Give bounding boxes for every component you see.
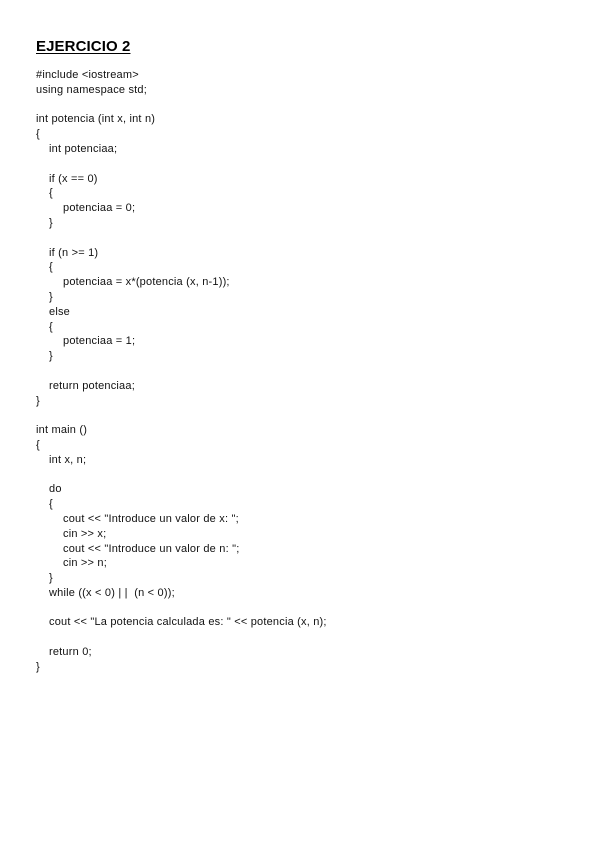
code-line: { [36,128,40,141]
code-line: return 0; [49,646,92,659]
code-line: } [49,350,53,363]
code-line: { [49,320,53,333]
code-listing [36,68,327,675]
code-line: cout << "La potencia calculada es: " << potencia (x, n); [49,616,327,629]
code-line: potenciaa = 1; [63,335,136,348]
code-line: cout << "Introduce un valor de n: "; [63,542,240,555]
code-line: cin >> x; [63,527,107,540]
code-line: while ((x < 0) | | (n < 0)); [49,586,175,599]
blank-code-line [36,408,327,423]
code-line: if (x == 0) [49,172,98,185]
code-line: else [49,305,70,318]
code-line: { [49,498,53,511]
blank-code-line [36,601,327,616]
code-line: if (n >= 1) [49,246,99,259]
blank-code-line [36,468,327,483]
code-line: cin >> n; [63,557,107,570]
code-line: { [49,261,53,274]
code-line: int main () [36,424,88,437]
exercise-title: EJERCICIO 2 [36,38,131,55]
blank-code-line [36,364,327,379]
blank-code-line [36,231,327,246]
blank-code-line [36,630,327,645]
code-line: using namespace std; [36,83,148,96]
code-line: potenciaa = x*(potencia (x, n-1)); [63,276,230,289]
code-line: } [49,216,53,229]
blank-code-line [36,157,327,172]
code-line: { [49,187,53,200]
code-line: { [36,438,40,451]
code-line: int x, n; [49,453,87,466]
code-line: do [49,483,62,496]
blank-code-line [36,98,327,113]
code-line: return potenciaa; [49,379,135,392]
code-line: } [36,394,40,407]
code-line: potenciaa = 0; [63,202,136,215]
code-line: cout << "Introduce un valor de x: "; [63,512,239,525]
code-line: } [36,660,40,673]
code-line: int potenciaa; [49,142,118,155]
code-line: int potencia (int x, int n) [36,113,156,126]
code-line: } [49,290,53,303]
code-line: } [49,572,53,585]
code-line: #include <iostream> [36,69,139,81]
